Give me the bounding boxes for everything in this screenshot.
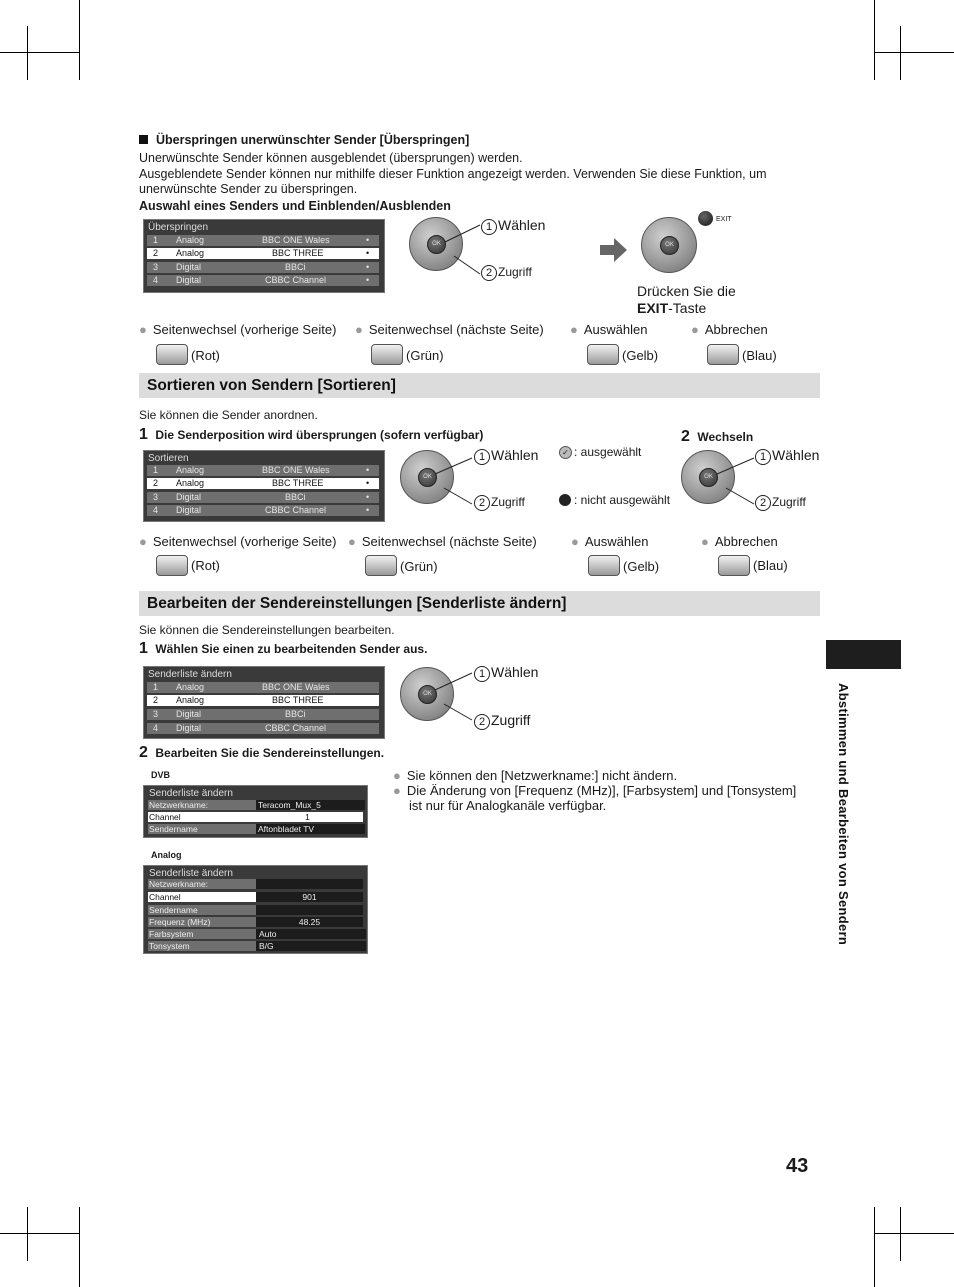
- select-callout: 1 Wählen: [474, 664, 538, 682]
- analog-field-row[interactable]: Sendername: [148, 905, 363, 915]
- edit-note2: ● Die Änderung von [Frequenz (MHz)], [Farbsystem] und [Tonsystem]: [393, 783, 797, 798]
- side-tab-block: [826, 640, 901, 669]
- access-callout: 2 Zugriff: [474, 712, 530, 730]
- select-callout: 1 Wählen: [481, 217, 545, 235]
- channel-row[interactable]: 3 Digital BBCi •: [147, 262, 379, 273]
- dvb-panel-title: Senderliste ändern: [149, 788, 233, 799]
- analog-field-row[interactable]: Tonsystem B/G: [148, 941, 363, 951]
- green-label: (Grün): [400, 559, 438, 574]
- yellow-label: (Gelb): [623, 559, 660, 574]
- red-label: (Rot): [191, 348, 220, 363]
- edit-menu: [143, 666, 385, 739]
- key-next-page: ● Seitenwechsel (nächste Seite): [348, 534, 537, 549]
- remote-dial-icon: OK: [681, 450, 735, 504]
- channel-row[interactable]: 3 Digital BBCi •: [147, 492, 379, 503]
- sort-title: Sortieren von Sendern [Sortieren]: [147, 377, 396, 394]
- analog-field-row[interactable]: Channel 901: [148, 892, 363, 902]
- red-label: (Rot): [191, 558, 220, 573]
- access-callout: 2 Zugriff: [755, 495, 806, 511]
- sort-step1: 1 Die Senderposition wird übersprungen (sofern verfügbar): [139, 426, 484, 443]
- channel-row[interactable]: 4 Digital CBBC Channel: [147, 723, 379, 734]
- edit-note1: ● Sie können den [Netzwerkname:] nicht ändern.: [393, 768, 678, 783]
- sort-section-bar: [139, 373, 820, 398]
- channel-row[interactable]: 1 Analog BBC ONE Wales •: [147, 465, 379, 476]
- analog-field-row: Netzwerkname:: [148, 879, 363, 889]
- yellow-button[interactable]: [587, 344, 619, 365]
- select-callout: 1 Wählen: [755, 447, 819, 465]
- access-callout: 2 Zugriff: [481, 265, 532, 281]
- remote-dial-icon: OK: [641, 217, 697, 273]
- remote-dial-icon: OK: [409, 217, 463, 271]
- skip-menu: [143, 219, 385, 293]
- select-callout: 1 Wählen: [474, 447, 538, 465]
- green-label: (Grün): [406, 348, 444, 363]
- edit-menu-title: Senderliste ändern: [148, 669, 232, 680]
- analog-field-row[interactable]: Farbsystem Auto: [148, 929, 363, 939]
- blue-label: (Blau): [753, 558, 788, 573]
- analog-field-row[interactable]: Frequenz (MHz) 48.25: [148, 917, 363, 927]
- remote-dial-icon: OK: [400, 667, 454, 721]
- skip-para3: unerwünschte Sender zu überspringen.: [139, 182, 358, 196]
- skip-heading: Überspringen unerwünschter Sender [Überspringen]: [139, 133, 469, 149]
- check-icon: ✓: [559, 446, 572, 459]
- key-cancel: ● Abbrechen: [691, 322, 768, 337]
- channel-row[interactable]: 1 Analog BBC ONE Wales •: [147, 235, 379, 246]
- dvb-field-row[interactable]: Channel 1: [148, 812, 363, 822]
- pointer-lines: [430, 668, 475, 724]
- blue-label: (Blau): [742, 348, 777, 363]
- channel-row[interactable]: 2 Analog BBC THREE •: [147, 248, 379, 259]
- key-select: ● Auswählen: [570, 322, 648, 337]
- dvb-settings-panel: [143, 785, 368, 838]
- analog-settings-panel: [143, 865, 368, 954]
- arrow-right-icon: [600, 238, 628, 262]
- red-button[interactable]: [156, 344, 188, 365]
- dvb-field-row[interactable]: Sendername Aftonbladet TV: [148, 824, 363, 834]
- sort-menu: [143, 450, 385, 522]
- edit-title: Bearbeiten der Sendereinstellungen [Senderliste ändern]: [147, 595, 567, 612]
- channel-row[interactable]: 4 Digital CBBC Channel •: [147, 505, 379, 516]
- edit-step1: 1 Wählen Sie einen zu bearbeitenden Sender aus.: [139, 640, 428, 657]
- pointer-lines: [440, 220, 485, 280]
- skip-para1: Unerwünschte Sender können ausgeblendet (übersprungen) werden.: [139, 151, 523, 165]
- sort-step2: 2 Wechseln: [681, 428, 754, 445]
- edit-section-bar: [139, 591, 820, 616]
- key-prev-page: ● Seitenwechsel (vorherige Seite): [139, 534, 337, 549]
- green-button[interactable]: [365, 555, 397, 576]
- channel-row[interactable]: 4 Digital CBBC Channel •: [147, 275, 379, 286]
- skip-menu-title: Überspringen: [148, 222, 209, 233]
- dvb-label: DVB: [151, 770, 171, 780]
- channel-row[interactable]: 2 Analog BBC THREE •: [147, 478, 379, 489]
- channel-row[interactable]: 1 Analog BBC ONE Wales: [147, 682, 379, 693]
- selected-legend: : ausgewählt: [574, 445, 642, 459]
- analog-panel-title: Senderliste ändern: [149, 868, 233, 879]
- press-exit-text: Drücken Sie die EXIT-Taste: [637, 283, 736, 316]
- sort-intro: Sie können die Sender anordnen.: [139, 408, 318, 422]
- analog-label: Analog: [151, 850, 182, 860]
- edit-intro: Sie können die Sendereinstellungen bearbeiten.: [139, 623, 395, 637]
- unselected-dot-icon: [559, 494, 571, 506]
- red-button[interactable]: [156, 555, 188, 576]
- key-select: ● Auswählen: [571, 534, 649, 549]
- yellow-label: (Gelb): [622, 348, 659, 363]
- key-next-page: ● Seitenwechsel (nächste Seite): [355, 322, 544, 337]
- page-number: 43: [786, 1155, 809, 1177]
- remote-dial-icon: OK: [400, 450, 454, 504]
- pointer-lines: [430, 452, 475, 510]
- pointer-lines: [712, 452, 757, 510]
- green-button[interactable]: [371, 344, 403, 365]
- edit-step2: 2 Bearbeiten Sie die Sendereinstellungen.: [139, 744, 385, 761]
- not-selected-legend: : nicht ausgewählt: [574, 493, 671, 507]
- channel-row[interactable]: 2 Analog BBC THREE: [147, 695, 379, 706]
- access-callout: 2 Zugriff: [474, 495, 525, 511]
- channel-row[interactable]: 3 Digital BBCi: [147, 709, 379, 720]
- blue-button[interactable]: [707, 344, 739, 365]
- blue-button[interactable]: [718, 555, 750, 576]
- skip-para2: Ausgeblendete Sender können nur mithilfe dieser Funktion angezeigt werden. Verwenden Sie diese Funktion, um: [139, 167, 767, 181]
- side-tab-label: Abstimmen und Bearbeiten von Sendern: [836, 683, 851, 946]
- dvb-field-row: Netzwerkname: Teracom_Mux_5: [148, 800, 363, 810]
- sort-menu-title: Sortieren: [148, 453, 189, 464]
- key-cancel: ● Abbrechen: [701, 534, 778, 549]
- skip-subheading: Auswahl eines Senders und Einblenden/Ausblenden: [139, 199, 451, 213]
- yellow-button[interactable]: [588, 555, 620, 576]
- exit-button-icon: [698, 211, 713, 226]
- key-prev-page: ● Seitenwechsel (vorherige Seite): [139, 322, 337, 337]
- edit-note2-cont: ist nur für Analogkanäle verfügbar.: [409, 798, 607, 813]
- exit-label: EXIT: [716, 216, 732, 223]
